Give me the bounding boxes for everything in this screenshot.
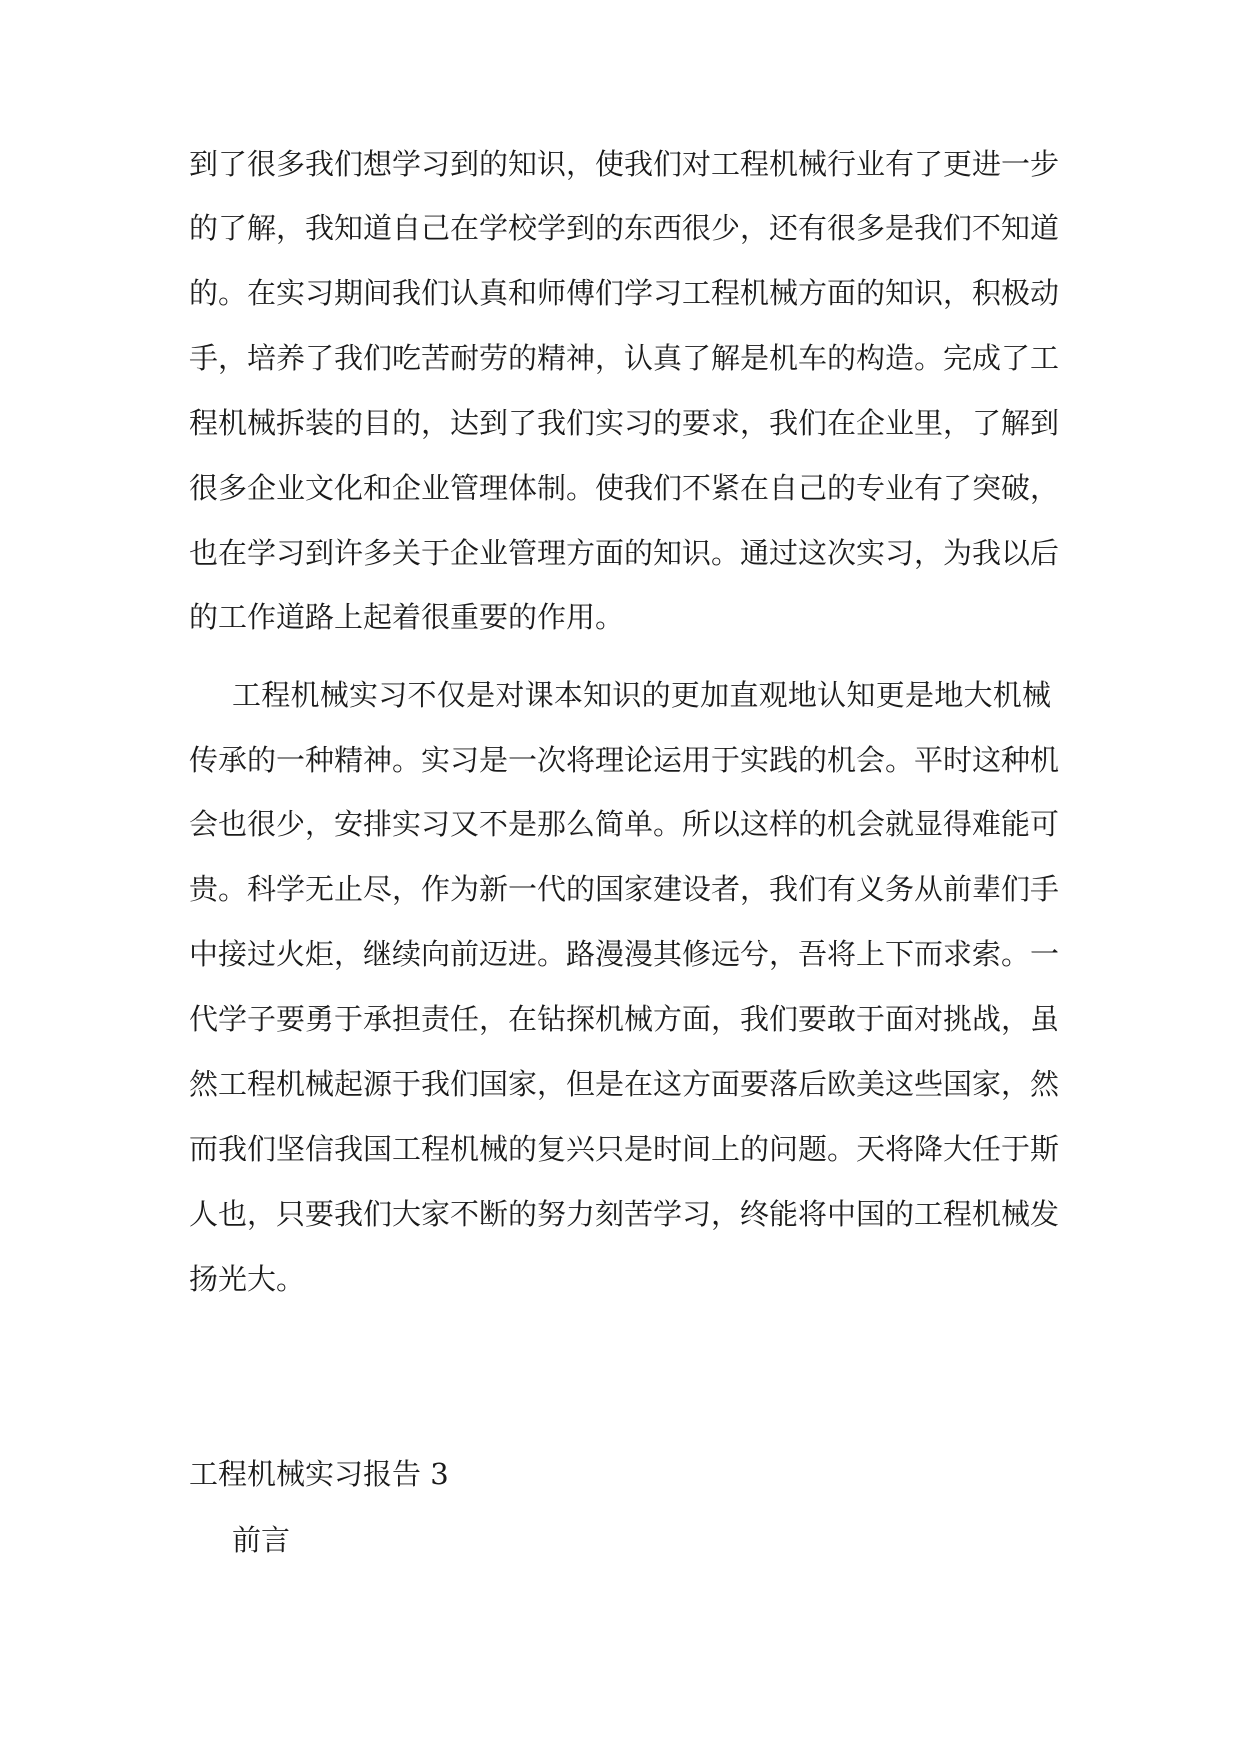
paragraph-1-line-5: 程机械拆装的目的，达到了我们实习的要求，我们在企业里，了解到 — [189, 406, 1060, 440]
paragraph-2-line-7: 然工程机械起源于我们国家，但是在这方面要落后欧美这些国家，然 — [189, 1067, 1060, 1101]
section-subtitle: 前言 — [232, 1523, 291, 1557]
paragraph-1-line-6: 很多企业文化和企业管理体制。使我们不紧在自己的专业有了突破， — [189, 471, 1060, 505]
paragraph-2-line-8: 而我们坚信我国工程机械的复兴只是时间上的问题。天将降大任于斯 — [189, 1132, 1060, 1166]
paragraph-2-line-2: 传承的一种精神。实习是一次将理论运用于实践的机会。平时这种机 — [189, 743, 1060, 777]
paragraph-2-line-6: 代学子要勇于承担责任，在钻探机械方面，我们要敢于面对挑战，虽 — [189, 1002, 1060, 1036]
paragraph-2-line-1: 工程机械实习不仅是对课本知识的更加直观地认知更是地大机械 — [232, 678, 1051, 712]
paragraph-1-line-3: 的。在实习期间我们认真和师傅们学习工程机械方面的知识，积极动 — [189, 276, 1060, 310]
paragraph-1-line-2: 的了解，我知道自己在学校学到的东西很少，还有很多是我们不知道 — [189, 211, 1060, 245]
paragraph-2-line-10: 扬光大。 — [189, 1262, 306, 1296]
paragraph-2-line-3: 会也很少，安排实习又不是那么简单。所以这样的机会就显得难能可 — [189, 807, 1060, 841]
paragraph-1-line-1: 到了很多我们想学习到的知识，使我们对工程机械行业有了更进一步 — [189, 147, 1060, 181]
paragraph-1-line-4: 手，培养了我们吃苦耐劳的精神，认真了解是机车的构造。完成了工 — [189, 341, 1060, 375]
paragraph-2-line-4: 贵。科学无止尽，作为新一代的国家建设者，我们有义务从前辈们手 — [189, 872, 1060, 906]
section-title: 工程机械实习报告 3 — [189, 1457, 449, 1491]
paragraph-1-line-8: 的工作道路上起着很重要的作用。 — [189, 600, 625, 634]
paragraph-1-line-7: 也在学习到许多关于企业管理方面的知识。通过这次实习，为我以后 — [189, 536, 1060, 570]
paragraph-2-line-9: 人也，只要我们大家不断的努力刻苦学习，终能将中国的工程机械发 — [189, 1197, 1060, 1231]
paragraph-2-line-5: 中接过火炬，继续向前迈进。路漫漫其修远兮，吾将上下而求索。一 — [189, 937, 1060, 971]
